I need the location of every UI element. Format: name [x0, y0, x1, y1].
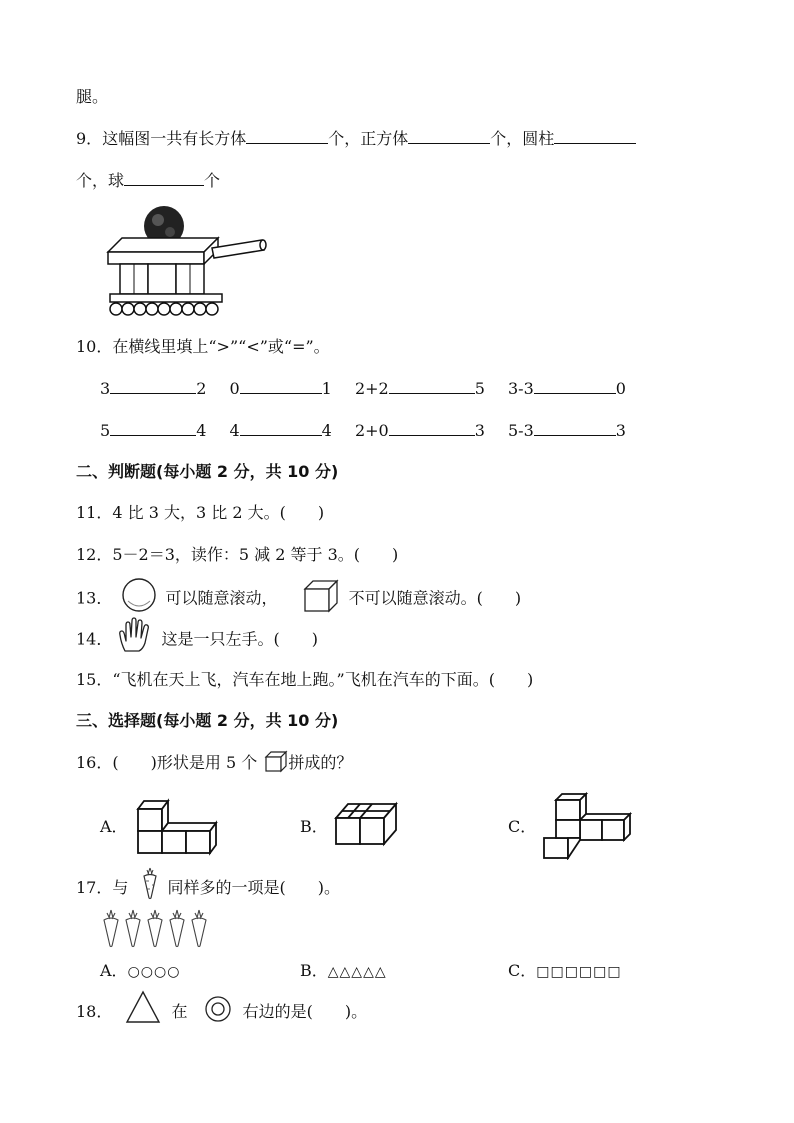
- question-number: 9．: [76, 129, 103, 148]
- answer-blank[interactable]: [534, 421, 616, 436]
- five-carrots-figure: [100, 908, 216, 948]
- section-heading-judgement: 二、判断题(每小题 2 分，共 10 分): [76, 462, 339, 481]
- answer-blank[interactable]: [240, 379, 322, 394]
- section-heading-choice: 三、选择题(每小题 2 分，共 10 分): [76, 711, 339, 730]
- continued-text: 腿。: [76, 87, 109, 106]
- cube-icon: [301, 577, 341, 613]
- answer-blank[interactable]: [110, 421, 196, 436]
- question-18: 18． 在 右边的是( )。: [76, 1001, 367, 1023]
- question-15: 15．“飞机在天上飞，汽车在地上跑。”飞机在汽车的下面。( ): [76, 670, 534, 689]
- question-number: 17．: [76, 878, 113, 897]
- question-number: 12．: [76, 545, 113, 564]
- option-c[interactable]: C．□□□□□□: [508, 961, 622, 980]
- answer-blank[interactable]: [554, 129, 636, 144]
- small-cube-icon: [264, 749, 288, 773]
- question-number: 11．: [76, 503, 113, 522]
- question-number: 16．: [76, 753, 113, 772]
- solids-tank-figure: [100, 200, 270, 320]
- question-13: 13． 可以随意滚动， 不可以随意滚动。( ): [76, 585, 521, 607]
- option-b[interactable]: B．△△△△△: [300, 961, 387, 980]
- option-b-cube-figure: [332, 800, 402, 850]
- question-number: 13．: [76, 588, 113, 608]
- question-number: 18．: [76, 1002, 113, 1021]
- answer-blank[interactable]: [240, 421, 322, 436]
- question-11: 11．4 比 3 大，3 比 2 大。( ): [76, 503, 325, 522]
- question-12: 12．5－2＝3，读作：5 减 2 等于 3。( ): [76, 545, 399, 564]
- hand-icon: [117, 617, 155, 653]
- option-c-label[interactable]: C．: [508, 817, 537, 836]
- question-14: 14． 这是一只左手。( ): [76, 627, 318, 649]
- answer-blank[interactable]: [389, 421, 475, 436]
- compare-row-1: 3 2 0 1 2+2 5 3-3 0: [100, 379, 626, 398]
- answer-blank[interactable]: [124, 171, 204, 186]
- triangle-icon: [125, 990, 161, 1024]
- option-a-cube-figure: [134, 795, 220, 857]
- question-number: 14．: [76, 629, 113, 649]
- question-number: 10．: [76, 337, 113, 356]
- question-16: 16．( )形状是用 5 个 拼成的？: [76, 752, 352, 774]
- compare-row-2: 5 4 4 4 2+0 3 5-3 3: [100, 421, 626, 440]
- question-number: 15．: [76, 670, 113, 689]
- question-9-cont: 个，球 个: [76, 171, 221, 190]
- concentric-circles-icon: [203, 994, 233, 1024]
- answer-blank[interactable]: [408, 129, 490, 144]
- answer-blank[interactable]: [246, 129, 328, 144]
- question-10: 10．在横线里填上“>”“<”或“=”。: [76, 337, 330, 356]
- option-a[interactable]: A．○○○○: [100, 961, 181, 980]
- carrot-icon: [139, 866, 161, 900]
- question-17: 17．与 同样多的一项是( )。: [76, 877, 340, 899]
- option-b-label[interactable]: B．: [300, 817, 328, 836]
- option-c-cube-figure: [542, 792, 632, 860]
- question-9: 9．这幅图一共有长方体 个，正方体 个，圆柱: [76, 128, 636, 150]
- option-a-label[interactable]: A．: [100, 817, 128, 836]
- answer-blank[interactable]: [389, 379, 475, 394]
- answer-blank[interactable]: [110, 379, 196, 394]
- answer-blank[interactable]: [534, 379, 616, 394]
- sphere-icon: [119, 577, 159, 613]
